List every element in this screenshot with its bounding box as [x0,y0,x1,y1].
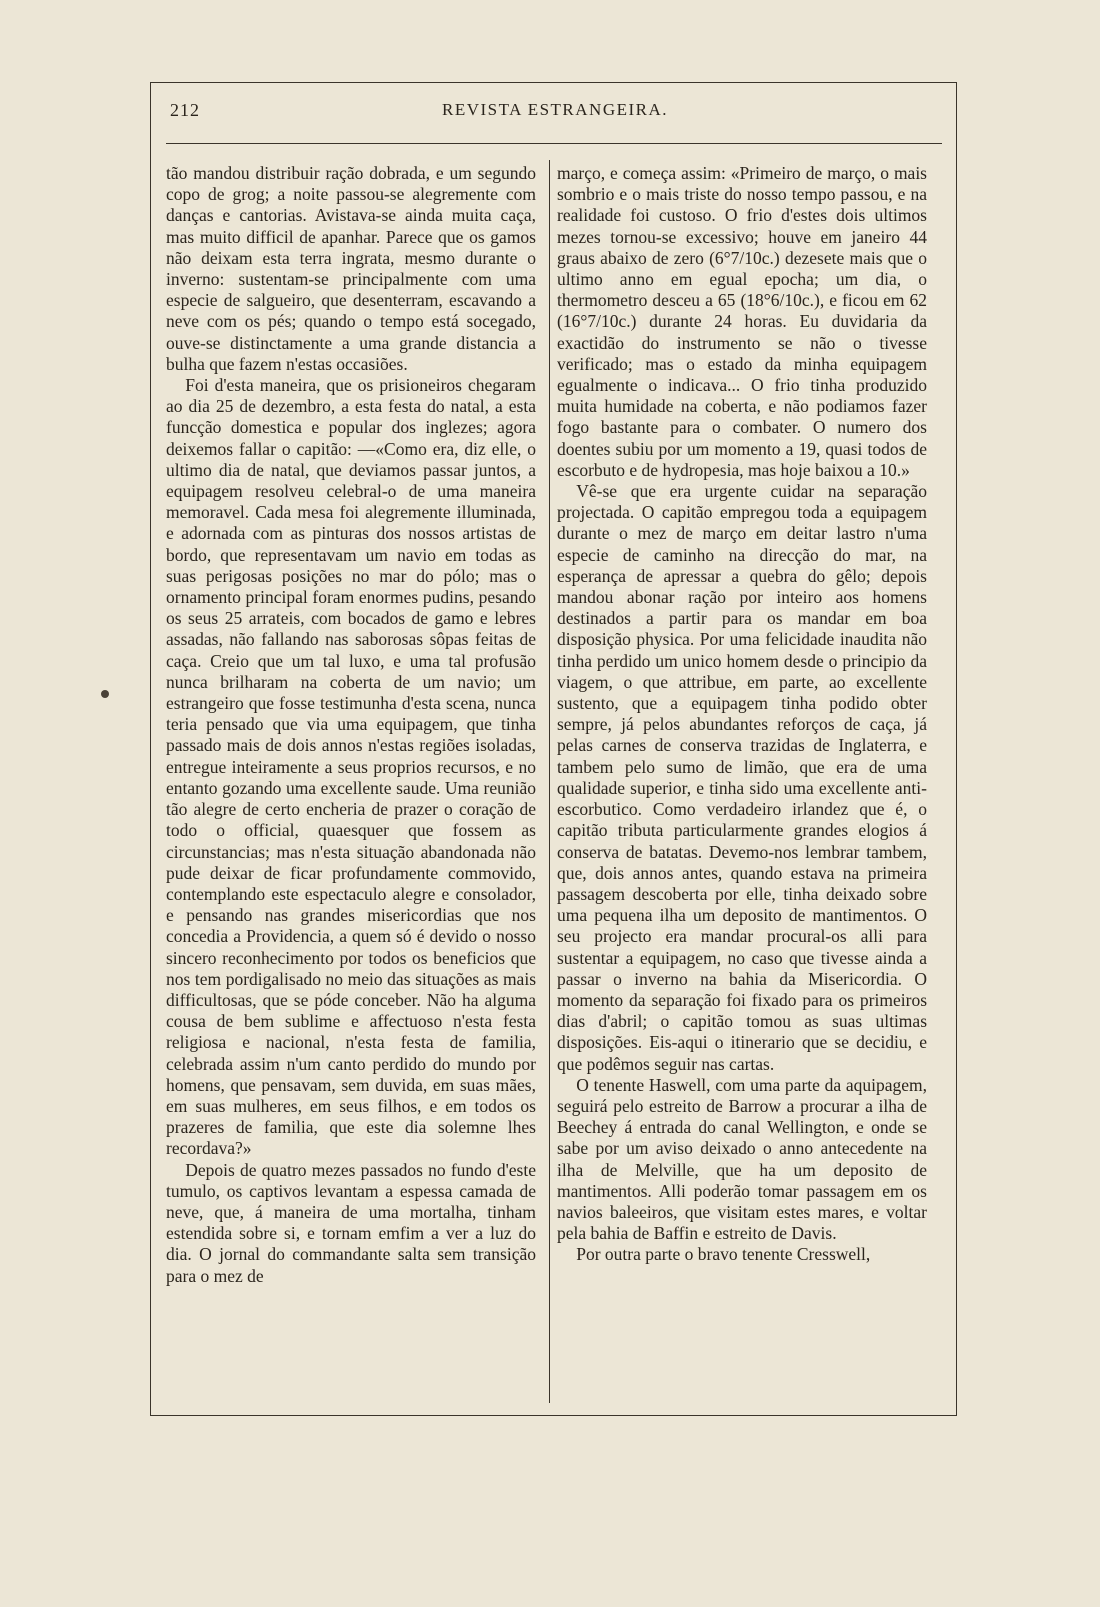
ink-spot [101,690,109,698]
header-rule [166,143,942,144]
paragraph: tão mandou distribuir ração dobrada, e um segundo copo de grog; a noite passou-se alegremente com danças e cantorias. Avistava-se ainda muita caça, mas muito difficil de apanhar. Parece que os gamos não deixam esta terra ingrata, mesmo durante o inverno: sustentam-se principalmente com uma especie de salgueiro, que desenterram, escavando a neve com os pés; quando o tempo está socegado, ouve-se distinctamente a uma grande distancia a bulha que fazem n'estas occasiões. [166,163,536,374]
running-head [170,100,940,128]
running-title: REVISTA ESTRANGEIRA. [441,100,669,119]
paragraph: Vê-se que era urgente cuidar na separação projectada. O capitão empregou toda a equipagem durante o mez de março em deitar lastro n'uma especie de caminho na direcção do mar, na esperança de apressar a quebra do gêlo; depois mandou abonar ração por inteiro aos homens destinados a partir para os mandar em boa disposição physica. Por uma felicidade inaudita não tinha perdido um unico homem desde o principio da viagem, o que attribue, em parte, ao excellente sustento, que a equipagem tinha podido obter sempre, já pelos abundantes reforços de caça, já pelas carnes de conserva trazidas de Inglaterra, e tambem pelo sumo de limão, que era de uma qualidade superior, e tinha sido uma excellente anti-escorbutico. Como verdadeiro irlandez que é, o capitão tributa particularmente grandes elogios á conserva de batatas. Devemo-nos lembrar tambem, que, dois annos antes, quando estava na primeira passagem descoberta por elle, tinha deixado sobre uma pequena ilha um deposito de mantimentos. O seu projecto era mandar procural-os alli para sustentar a equipagem, no caso que tivesse ainda a passar o inverno na bahia da Misericordia. O momento da separação foi fixado para os primeiros dias d'abril; o capitão tomou as suas ultimas disposições. Eis-aqui o itinerario que se decidiu, e que podêmos seguir nas cartas. [557,481,927,1074]
paragraph: Foi d'esta maneira, que os prisioneiros chegaram ao dia 25 de dezembro, a esta festa do natal, a esta funcção domestica e popular dos inglezes; agora deixemos fallar o capitão: —«Como era, diz elle, o ultimo dia de natal, que deviamos passar juntos, a equipagem resolveu celebral-o de uma maneira memoravel. Cada mesa foi alegremente illuminada, e adornada com as pinturas dos nossos artistas de bordo, que representavam um navio em todas as suas perigosas posições no mar do pólo; mas o ornamento principal foram enormes pudins, pesando os seus 25 arrateis, com bocados de gamo e lebres assadas, não fallando nas saborosas sôpas feitas de caça. Creio que um tal luxo, e uma tal profusão nunca brilharam na coberta de um navio; um estrangeiro que fosse testimunha d'esta scena, nunca teria pensado que via uma equipagem, que tinha passado mais de dois annos n'estas regiões isoladas, entregue inteiramente a seus proprios recursos, e no entanto gozando uma excellente saude. Uma reunião tão alegre de certo encheria de prazer o coração de todo o official, quaesquer que fossem as circunstancias; mas n'esta situação abandonada não pude deixar de ficar profundamente commovido, contemplando este espectaculo alegre e consolador, e pensando nas grandes misericordias que nos concedia a Providencia, a quem só é devido o nosso sincero reconhecimento por todos os beneficios que nos tem pordigalisado no meio das situações as mais difficultosas, que se póde conceber. Não ha alguma cousa de bem sublime e affectuoso n'esta festa religiosa e nacional, n'esta festa de familia, celebrada assim n'um canto perdido do mundo por homens, que pensavam, sem duvida, em suas mães, em suas mulheres, em seus filhos, e em todos os prazeres de familia, que este dia solemne lhes recordava?» [166,375,536,1159]
paragraph: Por outra parte o bravo tenente Cresswell, [576,1244,871,1265]
page-number: 212 [170,100,200,120]
paragraph: março, e começa assim: «Primeiro de março, o mais sombrio e o mais triste do nosso tempo passou, e na realidade foi custoso. O frio d'estes dois ultimos mezes tornou-se excessivo; houve em janeiro 44 graus abaixo de zero (6°7/10c.) dezesete mais que o ultimo anno em egual epocha; um dia, o thermometro desceu a 65 (18°6/10c.), e ficou em 62 (16°7/10c.) durante 24 horas. Eu duvidaria da exactidão do instrumento se não o tivesse verificado; mas o estado da minha equipagem egualmente o indicava... O frio tinha produzido muita humidade na coberta, e não podiamos fazer fogo bastante para o combater. O numero dos doentes subiu por um momento a 19, quasi todos de escorbuto e de hydropesia, mas hoje baixou a 10.» [557,163,927,480]
paragraph: Depois de quatro mezes passados no fundo d'este tumulo, os captivos levantam a espessa camada de neve, que, á maneira de uma mortalha, tinham estendida sobre si, e tornam emfim a ver a luz do dia. O jornal do commandante salta sem transição para o mez de [166,1159,536,1286]
paragraph: O tenente Haswell, com uma parte da aquipagem, seguirá pelo estreito de Barrow a procurar a ilha de Beechey á entrada do canal Wellington, e onde se sabe por um aviso deixado o anno antecedente na ilha de Melville, que ha um deposito de mantimentos. Alli poderão tomar passagem em os navios baleeiros, que visitam estes mares, e voltar pela bahia de Baffin e estreito de Davis. [557,1074,927,1244]
left-column [166,163,536,1403]
column-divider [549,160,550,1403]
right-column [557,163,927,1403]
